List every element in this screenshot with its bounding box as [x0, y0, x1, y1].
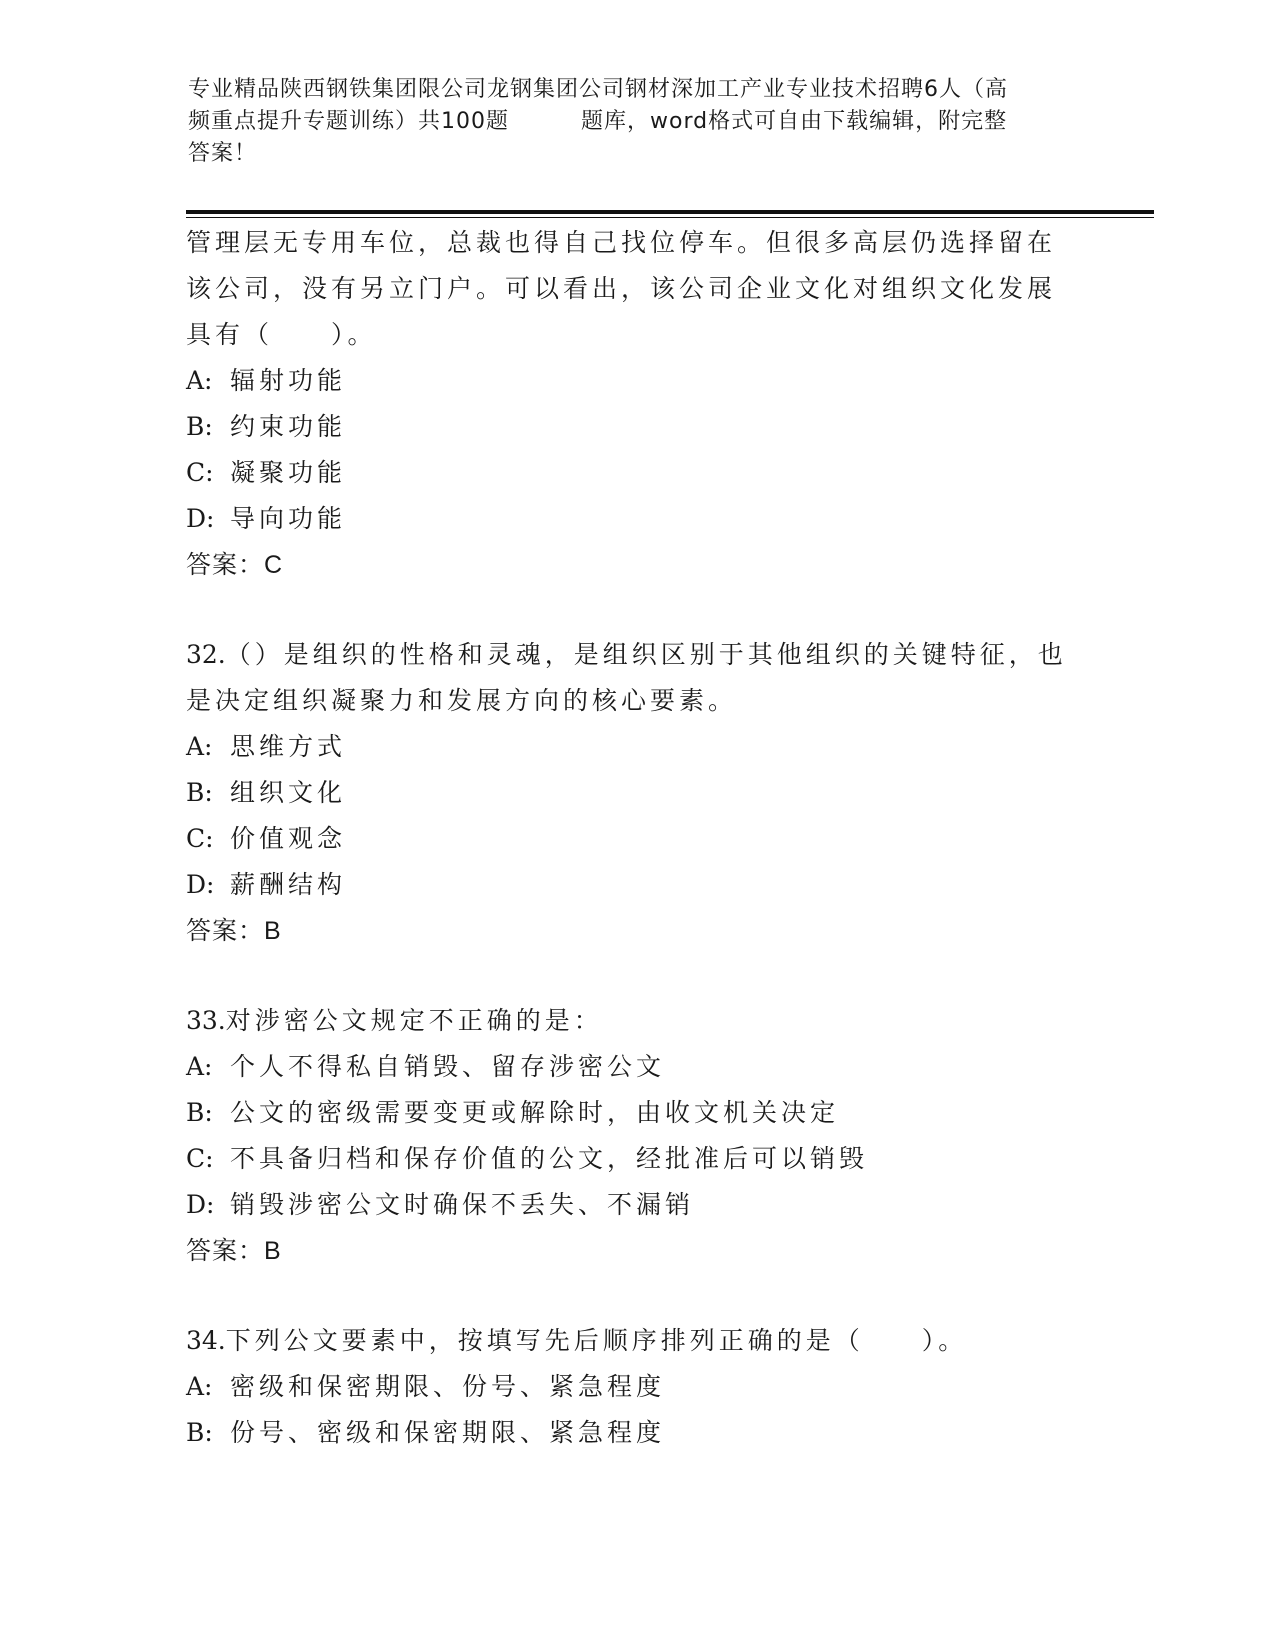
question-34 — [186, 1318, 1106, 1456]
question-32 — [186, 632, 1106, 954]
option-key: C: — [186, 824, 214, 853]
question-number: 34. — [186, 1326, 226, 1355]
question-stem-line: 管理层无专用车位，总裁也得自己找位停车。但很多高层仍选择留在 — [186, 228, 1057, 257]
question-number: 32. — [186, 640, 226, 669]
option-d — [186, 862, 1106, 908]
question-stem-line — [186, 632, 1106, 678]
option-a — [186, 1364, 1106, 1410]
answer-line: 答案：C — [186, 551, 284, 579]
option-a — [186, 1044, 1106, 1090]
option-key: A: — [186, 1372, 213, 1401]
option-key: A: — [186, 1052, 213, 1081]
option-text: 导向功能 — [230, 504, 347, 533]
option-d — [186, 496, 1106, 542]
option-text: 公文的密级需要变更或解除时，由收文机关决定 — [230, 1098, 840, 1127]
option-c — [186, 450, 1106, 496]
option-key: D: — [186, 870, 215, 899]
option-b — [186, 404, 1106, 450]
option-text: 密级和保密期限、份号、紧急程度 — [230, 1372, 666, 1401]
option-c — [186, 1136, 1106, 1182]
option-key: C: — [186, 458, 214, 487]
option-a — [186, 358, 1106, 404]
document-header — [188, 74, 1088, 170]
header-divider-thin — [186, 217, 1154, 218]
option-text: 薪酬结构 — [230, 870, 347, 899]
option-text: 个人不得私自销毁、留存涉密公文 — [230, 1052, 666, 1081]
question-stem-text: 下列公文要素中，按填写先后顺序排列正确的是（ ）。 — [225, 1326, 968, 1355]
header-line-2-part-b: 题库，word格式可自由下载编辑，附完整 — [581, 109, 1008, 134]
header-divider-thick — [186, 210, 1154, 214]
question-stem-text: 对涉密公文规定不正确的是： — [225, 1006, 603, 1035]
option-c — [186, 816, 1106, 862]
question-list — [186, 220, 1106, 1456]
option-text: 价值观念 — [230, 824, 347, 853]
option-key: D: — [186, 504, 215, 533]
option-key: A: — [186, 366, 213, 395]
question-stem-line: 具有（ ）。 — [186, 320, 377, 349]
option-text: 约束功能 — [230, 412, 347, 441]
header-line-3: 答案！ — [188, 141, 258, 166]
question-31 — [186, 220, 1106, 588]
option-text: 销毁涉密公文时确保不丢失、不漏销 — [230, 1190, 695, 1219]
question-33 — [186, 998, 1106, 1274]
option-text: 思维方式 — [230, 732, 347, 761]
option-key: B: — [186, 412, 213, 441]
question-stem-line: 是决定组织凝聚力和发展方向的核心要素。 — [186, 686, 738, 715]
header-line-1: 专业精品陕西钢铁集团限公司龙钢集团公司钢材深加工产业专业技术招聘6人（高 — [188, 77, 1008, 102]
question-stem-line — [186, 998, 1106, 1044]
option-text: 辐射功能 — [230, 366, 347, 395]
question-number: 33. — [186, 1006, 226, 1035]
option-key: B: — [186, 1098, 213, 1127]
header-line-2 — [188, 106, 1088, 138]
option-a — [186, 724, 1106, 770]
option-key: D: — [186, 1190, 215, 1219]
option-b — [186, 1090, 1106, 1136]
option-text: 凝聚功能 — [230, 458, 347, 487]
answer-line: 答案：B — [186, 917, 282, 945]
option-text: 不具备归档和保存价值的公文，经批准后可以销毁 — [230, 1144, 869, 1173]
question-stem-line — [186, 1318, 1106, 1364]
question-stem-line: 该公司，没有另立门户。可以看出，该公司企业文化对组织文化发展 — [186, 274, 1057, 303]
header-line-2-part-a: 频重点提升专题训练）共100题 — [188, 109, 509, 134]
option-key: B: — [186, 1418, 213, 1447]
option-key: A: — [186, 732, 213, 761]
question-stem-text: （）是组织的性格和灵魂，是组织区别于其他组织的关键特征，也 — [225, 640, 1067, 669]
option-b — [186, 1410, 1106, 1456]
answer-line: 答案：B — [186, 1237, 282, 1265]
option-b — [186, 770, 1106, 816]
option-text: 组织文化 — [230, 778, 347, 807]
option-d — [186, 1182, 1106, 1228]
option-key: B: — [186, 778, 213, 807]
option-text: 份号、密级和保密期限、紧急程度 — [230, 1418, 666, 1447]
option-key: C: — [186, 1144, 214, 1173]
